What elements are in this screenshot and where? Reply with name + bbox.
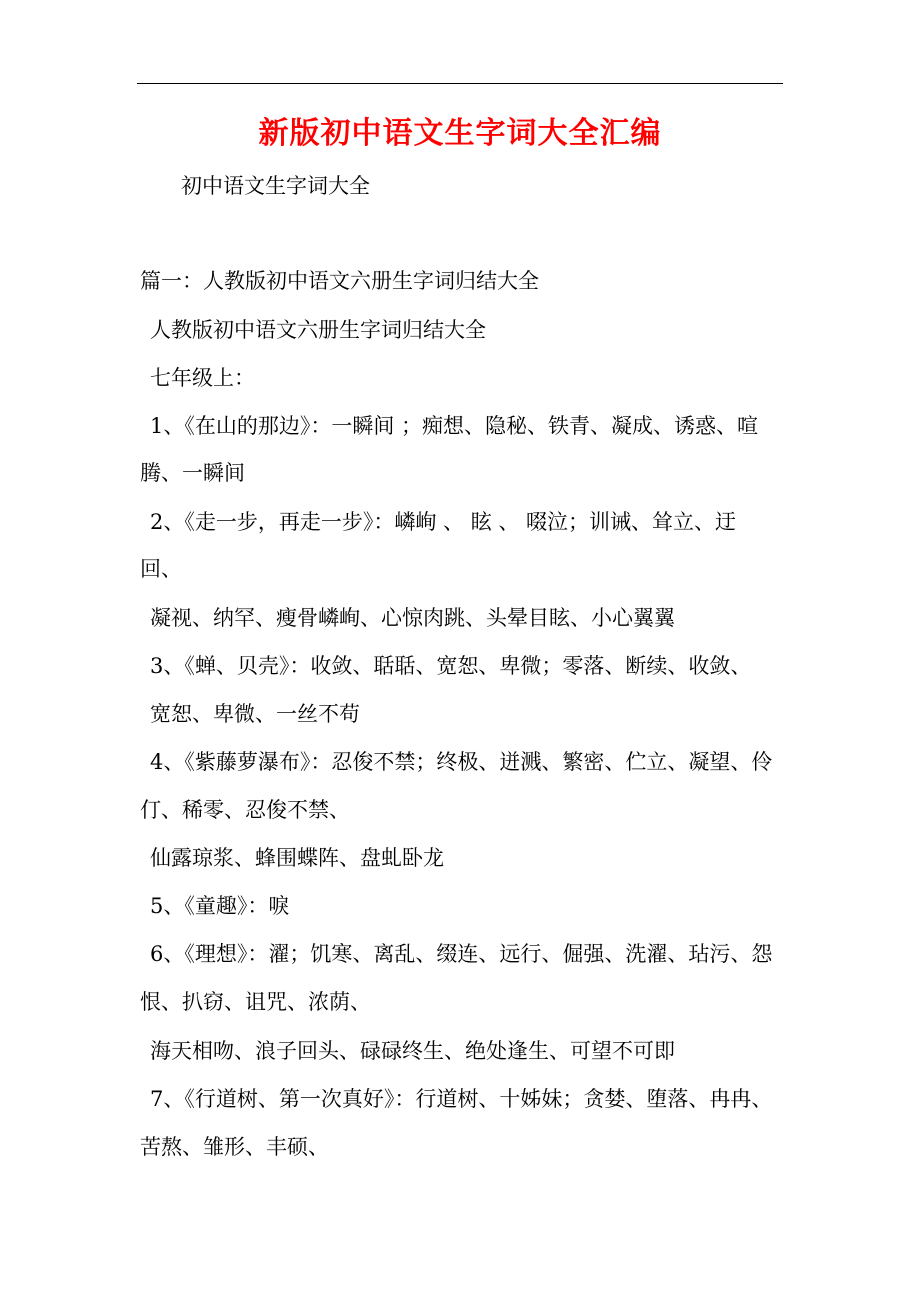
document-subtitle: 初中语文生字词大全 [181,174,370,198]
vocab-line: 5、《童趣》：唳 [150,894,290,918]
vocab-line: 3、《蝉、贝壳》：收敛、聒聒、宽恕、卑微；零落、断续、收敛、 [150,654,752,678]
vocab-line: 海天相吻、浪子回头、碌碌终生、绝处逢生、可望不可即 [150,1039,675,1063]
vocab-line: 2、《走一步，再走一步》：嶙峋 、 眩 、 啜泣；训诫、耸立、迂 [150,510,737,534]
header-rule [137,83,783,84]
document-title: 新版初中语文生字词大全汇编 [258,116,662,151]
vocab-line: 凝视、纳罕、瘦骨嶙峋、心惊肉跳、头晕目眩、小心翼翼 [150,606,675,630]
vocab-line: 宽恕、卑微、一丝不苟 [150,702,360,726]
vocab-line: 腾、一瞬间 [140,461,245,485]
vocab-line: 苦熬、雏形、丰硕、 [140,1135,329,1159]
vocab-line: 仙露琼浆、蜂围蝶阵、盘虬卧龙 [150,846,444,870]
vocab-line: 回、 [140,557,182,581]
grade-heading: 七年级上： [150,366,255,390]
vocab-line: 仃、稀零、忍俊不禁、 [140,798,350,822]
chapter-heading: 篇一：人教版初中语文六册生字词归结大全 [140,269,539,293]
vocab-line: 7、《行道树、第一次真好》：行道树、十姊妹；贪婪、堕落、冉冉、 [150,1087,773,1111]
vocab-line: 6、《理想》：濯；饥寒、离乱、缀连、远行、倔强、洗濯、玷污、怨 [150,942,773,966]
vocab-line: 恨、扒窃、诅咒、浓荫、 [140,990,371,1014]
vocab-line: 4、《紫藤萝瀑布》：忍俊不禁；终极、迸溅、繁密、伫立、凝望、伶 [150,750,773,774]
vocab-line: 1、《在山的那边》：一瞬间 ；痴想、隐秘、铁青、凝成、诱惑、喧 [150,414,759,438]
section-heading: 人教版初中语文六册生字词归结大全 [150,318,486,342]
